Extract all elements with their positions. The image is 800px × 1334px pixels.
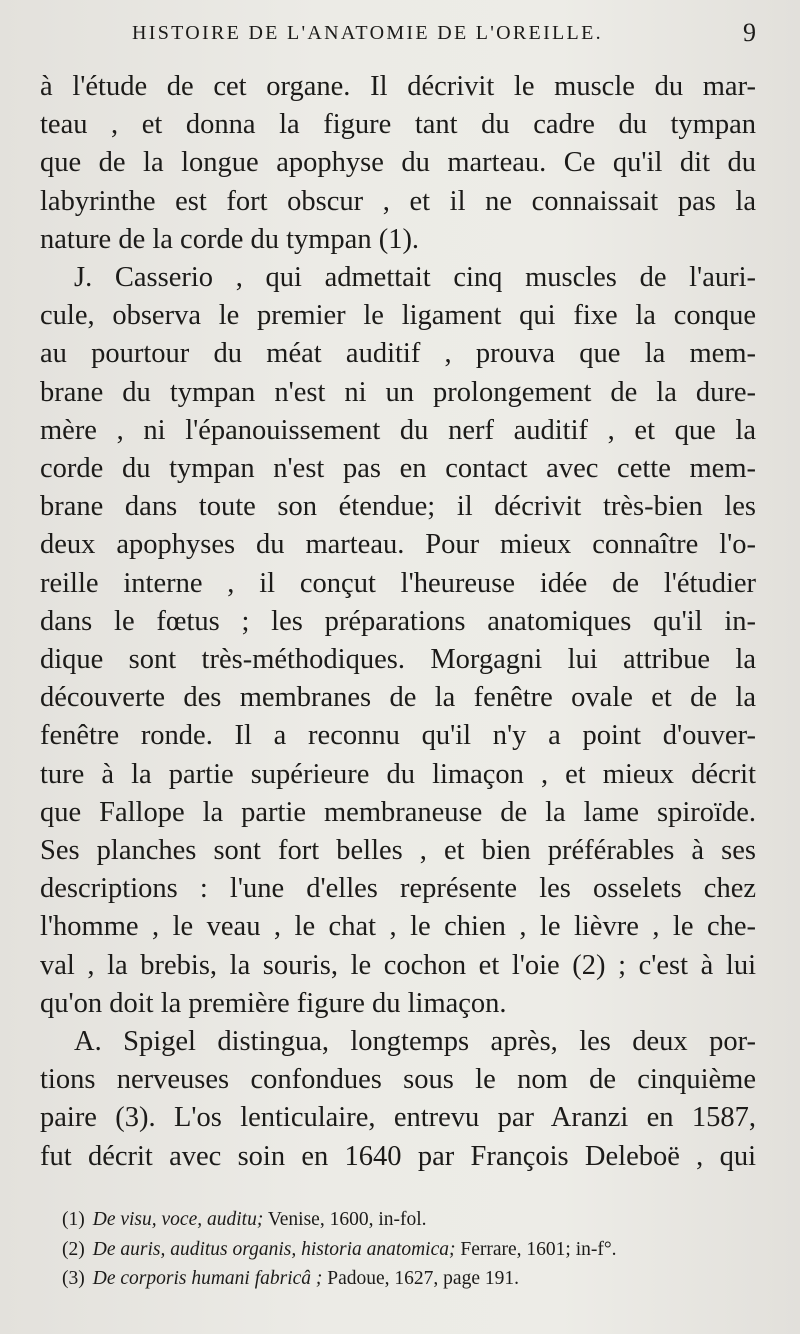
text-line: que Fallope la partie membraneuse de la lame spiroïde. [40, 796, 756, 828]
text-line: que de la longue apophyse du marteau. Ce qu'il dit du [40, 147, 756, 179]
footnote [62, 1205, 762, 1235]
footnote-mark: (3) [62, 1268, 85, 1289]
text-line: corde du tympan n'est pas en contact avec cette mem- [40, 453, 756, 485]
text-line: au pourtour du méat auditif , prouva que la mem- [40, 338, 756, 370]
footnote-text: Ferrare, 1601; in-f°. [455, 1238, 617, 1260]
text-line: fenêtre ronde. Il a reconnu qu'il n'y a point d'ouver- [40, 720, 756, 752]
text-line: dans le fœtus ; les préparations anatomiques qu'il in- [40, 605, 756, 637]
text-line: à l'étude de cet organe. Il décrivit le muscle du mar- [40, 71, 756, 102]
text-line: brane du tympan n'est ni un prolongement de la dure- [40, 376, 756, 408]
footnote-title: De corporis humani fabricâ ; [92, 1268, 323, 1289]
text-line: deux apophyses du marteau. Pour mieux connaître l'o- [40, 529, 756, 561]
footnote [62, 1264, 762, 1294]
page-header [40, 18, 758, 48]
text-line: l'homme , le veau , le chat , le chien , le lièvre , le che- [40, 911, 756, 943]
footnote-mark: (2) [62, 1238, 85, 1260]
text-line: labyrinthe est fort obscur , et il ne connaissait pas la [40, 185, 756, 217]
footnote-title: De auris, auditus organis, historia anatomica; [92, 1238, 456, 1260]
body-text [40, 68, 756, 1176]
text-line: nature de la corde du tympan (1). [40, 223, 420, 255]
footnote-text: Venise, 1600, in-fol. [263, 1209, 427, 1230]
text-line: tions nerveuses confondues sous le nom de cinquième [40, 1064, 756, 1096]
text-line: J. Casserio , qui admettait cinq muscles de l'auri- [74, 262, 756, 294]
text-line: ture à la partie supérieure du limaçon , et mieux décrit [40, 758, 756, 790]
running-head: HISTOIRE DE L'ANATOMIE DE L'OREILLE. [132, 22, 603, 44]
footnote-mark: (1) [62, 1209, 85, 1230]
text-line: paire (3). L'os lenticulaire, entrevu par Aranzi en 1587, [40, 1102, 756, 1134]
text-line: fut décrit avec soin en 1640 par François Deleboë , qui [40, 1140, 756, 1172]
text-line: brane dans toute son étendue; il décrivit très-bien les [40, 491, 756, 523]
text-line: A. Spigel distingua, longtemps après, les deux por- [74, 1026, 756, 1058]
footnote-text: Padoue, 1627, page 191. [322, 1268, 519, 1289]
text-line: teau , et donna la figure tant du cadre du tympan [40, 109, 756, 141]
text-line: dique sont très-méthodiques. Morgagni lui attribue la [40, 644, 756, 676]
text-line: cule, observa le premier le ligament qui fixe la conque [40, 300, 756, 332]
footnotes [62, 1205, 762, 1294]
text-line: Ses planches sont fort belles , et bien préférables à ses [40, 835, 756, 867]
text-line: val , la brebis, la souris, le cochon et l'oie (2) ; c'est à lui [40, 949, 756, 981]
footnote [62, 1235, 762, 1265]
footnote-title: De visu, voce, auditu; [92, 1209, 264, 1230]
text-line: qu'on doit la première figure du limaçon. [40, 987, 507, 1019]
text-line: mère , ni l'épanouissement du nerf auditif , et que la [40, 414, 756, 446]
text-line: descriptions : l'une d'elles représente les osselets chez [40, 873, 756, 905]
text-line: reille interne , il conçut l'heureuse idée de l'étudier [40, 567, 756, 599]
text-line: découverte des membranes de la fenêtre ovale et de la [40, 682, 756, 714]
page-number: 9 [743, 18, 756, 47]
